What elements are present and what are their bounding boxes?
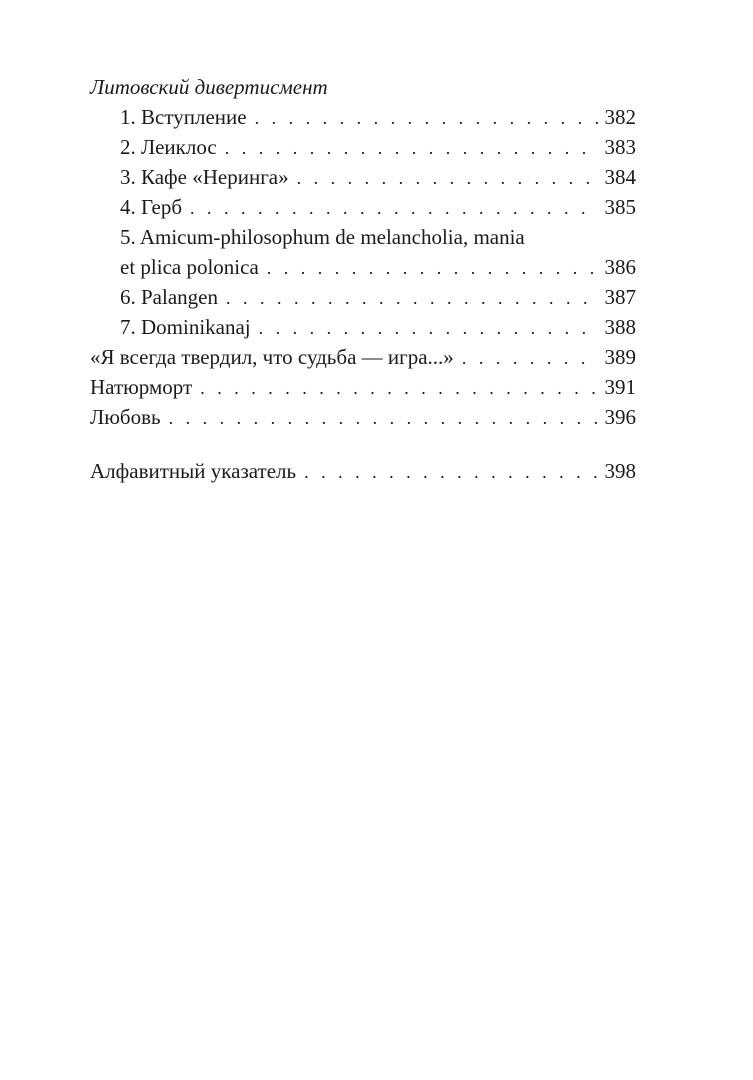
- spacer: [90, 432, 636, 456]
- toc-entry-title: 1. Вступление: [120, 105, 247, 129]
- dot-leader: [304, 457, 598, 487]
- toc-entry: [90, 372, 636, 402]
- toc-entry: [90, 312, 636, 342]
- toc-entry-page: 387: [604, 285, 636, 309]
- toc-entry: [90, 162, 636, 192]
- toc-entry-title: Натюрморт: [90, 375, 193, 399]
- toc-entry-title: 6. Palangen: [120, 285, 218, 309]
- toc-entry-title: 3. Кафе «Неринга»: [120, 165, 289, 189]
- toc-entry: [90, 342, 636, 372]
- toc-entry-page: 389: [604, 345, 636, 369]
- toc-entry-page: 383: [604, 135, 636, 159]
- toc-entry-title: Любовь: [90, 405, 161, 429]
- toc-entry-title-line2: et plica polonica: [120, 255, 259, 279]
- dot-leader: [255, 103, 599, 133]
- toc-entry-page: 396: [604, 405, 636, 429]
- toc-entry: [90, 252, 636, 282]
- dot-leader: [462, 343, 599, 373]
- toc-entry-title: 4. Герб: [120, 195, 183, 219]
- toc-entry-page: 385: [604, 195, 636, 219]
- toc-entry-page: 398: [604, 459, 636, 483]
- dot-leader: [297, 163, 599, 193]
- toc-entry: [90, 132, 636, 162]
- toc-entry-title-line1: 5. Amicum-philosophum de melancholia, mania: [120, 225, 525, 249]
- toc-entry-title: «Я всегда твердил, что судьба — игра...»: [90, 345, 454, 369]
- section-heading: Литовский дивертисмент: [90, 75, 328, 99]
- toc-entry: [90, 192, 636, 222]
- toc-entry-page: 382: [604, 105, 636, 129]
- dot-leader: [169, 403, 599, 433]
- toc-entry-index: [90, 456, 636, 486]
- dot-leader: [267, 253, 599, 283]
- toc-entry: [90, 402, 636, 432]
- dot-leader: [200, 373, 598, 403]
- toc-entry-page: 386: [604, 255, 636, 279]
- toc-entry-page: 388: [604, 315, 636, 339]
- dot-leader: [190, 193, 598, 223]
- dot-leader: [225, 133, 599, 163]
- toc-entry-title: 7. Dominikanaj: [120, 315, 251, 339]
- toc-entry-page: 391: [604, 375, 636, 399]
- dot-leader: [226, 283, 599, 313]
- toc-entry: [90, 102, 636, 132]
- toc-entry-title: 2. Леиклос: [120, 135, 217, 159]
- toc-entry-title: Алфавитный указатель: [90, 459, 297, 483]
- toc-entry-page: 384: [604, 165, 636, 189]
- dot-leader: [259, 313, 599, 343]
- table-of-contents: [90, 72, 636, 486]
- toc-entry: [90, 282, 636, 312]
